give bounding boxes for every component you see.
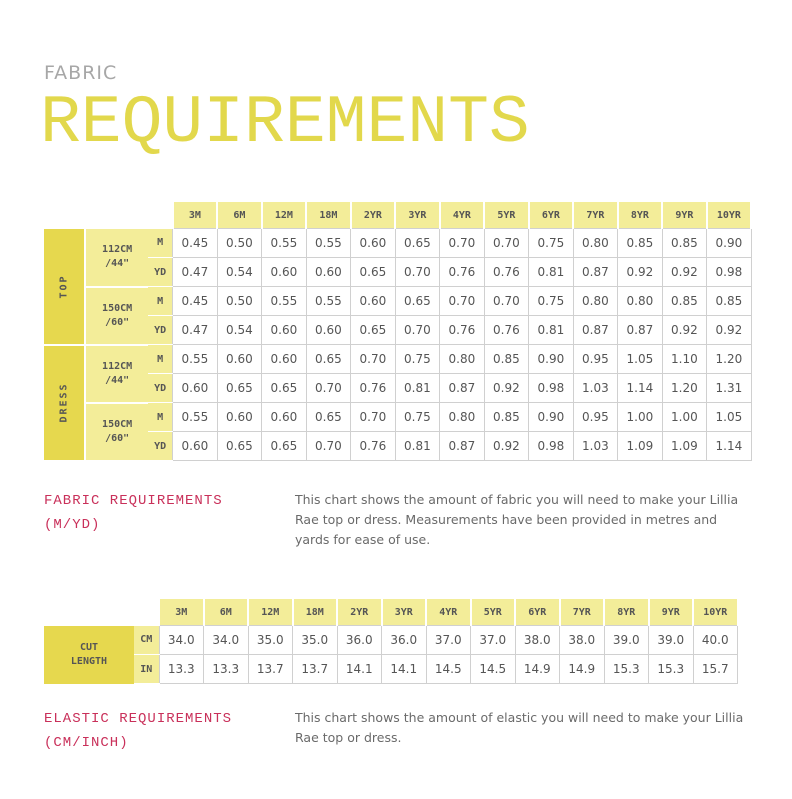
value-cell: 1.20 (662, 374, 707, 403)
table-row (44, 229, 751, 258)
value-cell: 0.65 (306, 345, 351, 374)
unit-label: IN (134, 655, 159, 684)
fabric-width-line2: /60" (105, 432, 130, 444)
value-cell: 0.60 (306, 316, 351, 345)
header-spacer (44, 599, 159, 626)
value-cell: 15.3 (604, 655, 649, 684)
size-header: 7YR (560, 599, 605, 626)
value-cell: 0.85 (618, 229, 663, 258)
value-cell: 13.3 (204, 655, 249, 684)
fabric-width-cell (85, 345, 148, 403)
value-cell: 1.03 (573, 432, 618, 461)
value-cell: 13.3 (159, 655, 204, 684)
value-cell: 0.87 (573, 316, 618, 345)
value-cell: 0.87 (618, 316, 663, 345)
garment-label-cell (44, 345, 85, 461)
value-cell: 0.95 (573, 345, 618, 374)
value-cell: 0.55 (262, 287, 307, 316)
table-row (44, 655, 738, 684)
elastic-caption-title-line1: ELASTIC REQUIREMENTS (44, 711, 233, 727)
value-cell: 0.76 (351, 374, 396, 403)
value-cell: 0.70 (440, 287, 485, 316)
size-header: 4YR (440, 202, 485, 229)
value-cell: 0.81 (395, 374, 440, 403)
value-cell: 0.70 (484, 287, 529, 316)
fabric-width-line1: 112CM (102, 360, 133, 372)
elastic-caption-title-line2: (CM/INCH) (44, 735, 129, 751)
size-header: 18M (293, 599, 338, 626)
value-cell: 0.70 (351, 403, 396, 432)
value-cell: 0.80 (573, 287, 618, 316)
value-cell: 0.55 (173, 345, 218, 374)
size-header: 8YR (604, 599, 649, 626)
elastic-requirements-table (44, 599, 739, 684)
value-cell: 0.65 (217, 432, 262, 461)
garment-label: DRESS (58, 382, 70, 423)
size-header: 2YR (337, 599, 382, 626)
size-header: 3YR (382, 599, 427, 626)
unit-label: M (148, 403, 173, 432)
value-cell: 0.85 (484, 403, 529, 432)
value-cell: 0.54 (217, 316, 262, 345)
size-header-row (44, 599, 738, 626)
value-cell: 0.50 (217, 229, 262, 258)
value-cell: 0.81 (529, 258, 574, 287)
value-cell: 0.55 (306, 229, 351, 258)
value-cell: 38.0 (560, 626, 605, 655)
size-header: 9YR (662, 202, 707, 229)
unit-label: M (148, 345, 173, 374)
value-cell: 0.85 (662, 229, 707, 258)
table-row (44, 258, 751, 287)
fabric-width-line1: 150CM (102, 418, 133, 430)
value-cell: 0.92 (484, 374, 529, 403)
size-header: 8YR (618, 202, 663, 229)
size-header: 6YR (529, 202, 574, 229)
size-header: 5YR (484, 202, 529, 229)
value-cell: 0.80 (440, 403, 485, 432)
value-cell: 14.5 (471, 655, 516, 684)
value-cell: 40.0 (693, 626, 738, 655)
size-header: 6YR (515, 599, 560, 626)
fabric-width-line2: /44" (105, 258, 130, 269)
unit-label: YD (148, 374, 173, 403)
value-cell: 36.0 (382, 626, 427, 655)
elastic-caption-body: This chart shows the amount of elastic you will need to make your Lillia Rae top or dress. (295, 710, 744, 745)
value-cell: 0.87 (440, 374, 485, 403)
cut-length-cell (44, 626, 134, 684)
table-row (44, 287, 751, 316)
value-cell: 0.92 (662, 316, 707, 345)
value-cell: 1.09 (662, 432, 707, 461)
value-cell: 14.5 (426, 655, 471, 684)
cut-length-line2: LENGTH (70, 655, 108, 667)
value-cell: 0.90 (529, 345, 574, 374)
value-cell: 0.65 (395, 287, 440, 316)
size-header: 2YR (351, 202, 396, 229)
value-cell: 0.81 (395, 432, 440, 461)
table-row (44, 403, 751, 432)
size-header: 10YR (693, 599, 738, 626)
value-cell: 0.60 (217, 345, 262, 374)
cut-length-line1: CUT (79, 641, 98, 653)
value-cell: 0.70 (440, 229, 485, 258)
value-cell: 1.00 (662, 403, 707, 432)
size-header: 12M (248, 599, 293, 626)
value-cell: 0.70 (351, 345, 396, 374)
value-cell: 0.85 (662, 287, 707, 316)
value-cell: 39.0 (649, 626, 694, 655)
value-cell: 0.98 (707, 258, 752, 287)
fabric-width-cell (85, 287, 148, 345)
unit-label: M (148, 287, 173, 316)
value-cell: 0.70 (306, 374, 351, 403)
unit-label: M (148, 229, 173, 258)
value-cell: 0.75 (529, 287, 574, 316)
value-cell: 1.00 (618, 403, 663, 432)
page-title: REQUIREMENTS (40, 85, 530, 162)
size-header: 5YR (471, 599, 516, 626)
value-cell: 0.60 (351, 229, 396, 258)
fabric-caption-title-line1: FABRIC REQUIREMENTS (44, 493, 223, 509)
value-cell: 0.70 (395, 316, 440, 345)
value-cell: 0.87 (573, 258, 618, 287)
value-cell: 1.09 (618, 432, 663, 461)
value-cell: 1.05 (707, 403, 752, 432)
value-cell: 0.55 (262, 229, 307, 258)
value-cell: 0.45 (173, 229, 218, 258)
value-cell: 0.87 (440, 432, 485, 461)
value-cell: 0.85 (484, 345, 529, 374)
size-header: 4YR (426, 599, 471, 626)
value-cell: 0.95 (573, 403, 618, 432)
value-cell: 35.0 (293, 626, 338, 655)
value-cell: 1.05 (618, 345, 663, 374)
value-cell: 0.90 (707, 229, 752, 258)
fabric-width-line2: /44" (105, 374, 130, 386)
value-cell: 0.60 (351, 287, 396, 316)
value-cell: 0.92 (484, 432, 529, 461)
value-cell: 0.65 (351, 258, 396, 287)
value-cell: 0.75 (395, 345, 440, 374)
fabric-caption-title (44, 489, 223, 537)
table-row (44, 374, 751, 403)
value-cell: 34.0 (159, 626, 204, 655)
fabric-width-line1: 150CM (102, 302, 133, 314)
fabric-width-line1: 112CM (102, 244, 133, 255)
value-cell: 1.10 (662, 345, 707, 374)
value-cell: 15.7 (693, 655, 738, 684)
value-cell: 13.7 (248, 655, 293, 684)
value-cell: 38.0 (515, 626, 560, 655)
value-cell: 0.65 (262, 374, 307, 403)
size-header: 3M (159, 599, 204, 626)
value-cell: 37.0 (426, 626, 471, 655)
value-cell: 0.70 (306, 432, 351, 461)
value-cell: 0.76 (484, 316, 529, 345)
value-cell: 0.55 (306, 287, 351, 316)
value-cell: 0.92 (707, 316, 752, 345)
value-cell: 0.98 (529, 374, 574, 403)
size-header-row (44, 202, 751, 229)
value-cell: 14.1 (337, 655, 382, 684)
value-cell: 0.80 (573, 229, 618, 258)
value-cell: 0.60 (262, 258, 307, 287)
value-cell: 0.75 (529, 229, 574, 258)
value-cell: 0.50 (217, 287, 262, 316)
fabric-requirements-table (44, 202, 752, 462)
value-cell: 0.76 (440, 258, 485, 287)
value-cell: 0.92 (618, 258, 663, 287)
value-cell: 0.60 (173, 432, 218, 461)
value-cell: 0.60 (262, 403, 307, 432)
unit-label: YD (148, 432, 173, 461)
unit-label: CM (134, 626, 159, 655)
value-cell: 0.75 (395, 403, 440, 432)
value-cell: 0.60 (262, 345, 307, 374)
value-cell: 14.9 (515, 655, 560, 684)
value-cell: 0.76 (351, 432, 396, 461)
value-cell: 0.60 (173, 374, 218, 403)
value-cell: 0.85 (707, 287, 752, 316)
fabric-caption-body: This chart shows the amount of fabric you will need to make your Lillia Rae top or dress. Measurements have been provided in metres and yards for ease of use. (295, 492, 739, 547)
value-cell: 0.45 (173, 287, 218, 316)
garment-label-cell (44, 229, 85, 345)
table-row (44, 316, 751, 345)
value-cell: 39.0 (604, 626, 649, 655)
size-header: 6M (204, 599, 249, 626)
value-cell: 0.60 (306, 258, 351, 287)
size-header: 3M (173, 202, 218, 229)
garment-label: TOP (58, 273, 70, 299)
table-row (44, 432, 751, 461)
value-cell: 0.76 (484, 258, 529, 287)
table-row (44, 345, 751, 374)
value-cell: 0.70 (484, 229, 529, 258)
value-cell: 0.55 (173, 403, 218, 432)
unit-label: YD (148, 316, 173, 345)
value-cell: 0.81 (529, 316, 574, 345)
value-cell: 35.0 (248, 626, 293, 655)
value-cell: 15.3 (649, 655, 694, 684)
size-header: 12M (262, 202, 307, 229)
value-cell: 0.76 (440, 316, 485, 345)
fabric-width-cell (85, 403, 148, 461)
value-cell: 34.0 (204, 626, 249, 655)
value-cell: 0.47 (173, 258, 218, 287)
size-header: 10YR (707, 202, 752, 229)
size-header: 7YR (573, 202, 618, 229)
size-header: 3YR (395, 202, 440, 229)
value-cell: 0.80 (618, 287, 663, 316)
unit-label: YD (148, 258, 173, 287)
value-cell: 0.47 (173, 316, 218, 345)
value-cell: 13.7 (293, 655, 338, 684)
fabric-width-cell (85, 229, 148, 287)
value-cell: 37.0 (471, 626, 516, 655)
value-cell: 14.1 (382, 655, 427, 684)
value-cell: 1.03 (573, 374, 618, 403)
fabric-width-line2: /60" (105, 316, 130, 328)
value-cell: 0.65 (262, 432, 307, 461)
fabric-caption-title-line2: (M/YD) (44, 517, 101, 533)
value-cell: 0.60 (262, 316, 307, 345)
value-cell: 0.80 (440, 345, 485, 374)
value-cell: 0.92 (662, 258, 707, 287)
page-eyebrow: FABRIC (44, 62, 118, 84)
value-cell: 1.14 (618, 374, 663, 403)
value-cell: 0.65 (306, 403, 351, 432)
value-cell: 1.14 (707, 432, 752, 461)
size-header: 18M (306, 202, 351, 229)
value-cell: 36.0 (337, 626, 382, 655)
value-cell: 1.31 (707, 374, 752, 403)
table-row (44, 626, 738, 655)
value-cell: 0.65 (351, 316, 396, 345)
value-cell: 1.20 (707, 345, 752, 374)
value-cell: 0.65 (217, 374, 262, 403)
size-header: 6M (217, 202, 262, 229)
value-cell: 0.60 (217, 403, 262, 432)
value-cell: 0.65 (395, 229, 440, 258)
size-header: 9YR (649, 599, 694, 626)
header-spacer (44, 202, 173, 229)
value-cell: 0.90 (529, 403, 574, 432)
elastic-caption-title (44, 707, 232, 755)
value-cell: 0.98 (529, 432, 574, 461)
value-cell: 0.54 (217, 258, 262, 287)
value-cell: 0.70 (395, 258, 440, 287)
value-cell: 14.9 (560, 655, 605, 684)
